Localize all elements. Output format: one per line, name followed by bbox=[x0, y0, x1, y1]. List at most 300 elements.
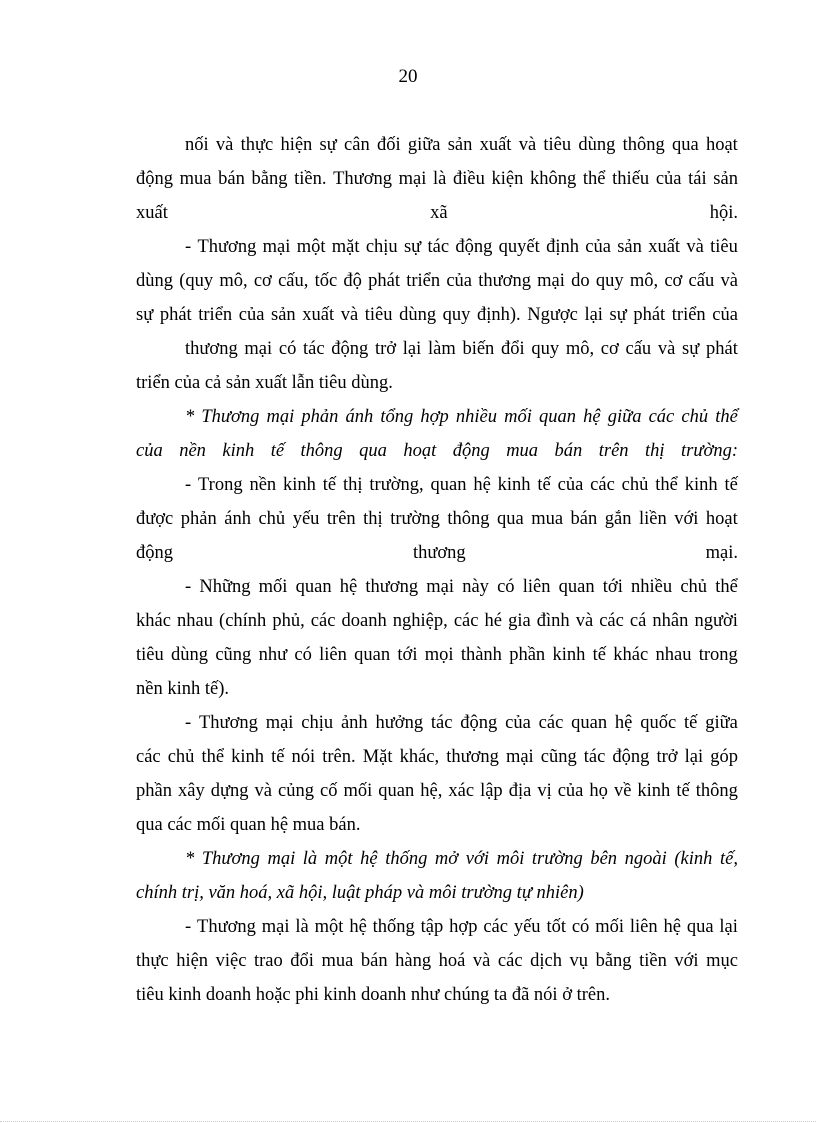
word: với bbox=[674, 951, 699, 971]
word: mua bbox=[179, 169, 212, 189]
word: phát bbox=[368, 271, 400, 291]
word: * bbox=[185, 407, 195, 427]
word: mại bbox=[426, 577, 455, 597]
word: tốc bbox=[314, 271, 338, 291]
word: và bbox=[720, 271, 738, 291]
word: cấu, bbox=[278, 271, 309, 291]
word: mọi bbox=[424, 645, 454, 665]
word: quan bbox=[430, 475, 467, 495]
word: phần bbox=[509, 645, 546, 665]
word: có bbox=[294, 645, 312, 665]
word: (chính bbox=[219, 611, 267, 631]
word: chịu bbox=[365, 237, 398, 257]
word: có bbox=[571, 917, 590, 937]
word: ánh bbox=[345, 407, 374, 427]
word: mại bbox=[398, 169, 427, 189]
word: kinh bbox=[222, 441, 255, 461]
word: lại bbox=[402, 339, 422, 359]
word: qua bbox=[359, 441, 387, 461]
word: dùng bbox=[578, 135, 616, 155]
word: (quy bbox=[179, 271, 214, 291]
word: phản bbox=[180, 509, 217, 529]
word: động bbox=[136, 543, 173, 563]
word: tiêu bbox=[543, 135, 572, 155]
word: chịu bbox=[301, 713, 334, 733]
word: trong bbox=[698, 645, 738, 665]
word: quan bbox=[539, 407, 577, 427]
word: thương bbox=[478, 271, 531, 291]
word: quốc bbox=[640, 713, 677, 733]
word: làm bbox=[428, 339, 456, 359]
word: thiếu bbox=[612, 169, 650, 189]
word: sự bbox=[403, 237, 422, 257]
word: mại bbox=[265, 713, 294, 733]
word: khác bbox=[613, 645, 649, 665]
word: xuất bbox=[479, 135, 512, 155]
word: khác bbox=[136, 611, 171, 631]
word: thể bbox=[715, 577, 738, 597]
word: mối bbox=[595, 917, 624, 937]
word: ảnh bbox=[340, 713, 368, 733]
text-line bbox=[185, 133, 738, 157]
word: sự bbox=[136, 305, 154, 325]
word: các bbox=[538, 713, 564, 733]
word: lại bbox=[719, 917, 738, 937]
word: và bbox=[254, 781, 272, 801]
word: động bbox=[612, 747, 650, 767]
word: và bbox=[472, 951, 491, 971]
word: ánh bbox=[224, 509, 251, 529]
word: và bbox=[575, 611, 594, 631]
word: tế bbox=[724, 475, 738, 495]
word: quy bbox=[531, 339, 560, 359]
word: định bbox=[546, 237, 579, 257]
word: bằng bbox=[595, 951, 632, 971]
word: hoạt bbox=[403, 441, 437, 461]
word: của bbox=[505, 713, 531, 733]
word: và bbox=[340, 305, 359, 325]
word: thương bbox=[412, 543, 466, 563]
word: giữa bbox=[607, 407, 642, 427]
word: lại bbox=[584, 305, 603, 325]
word: thương bbox=[365, 577, 419, 597]
word: thông bbox=[622, 135, 665, 155]
word: mối bbox=[258, 577, 288, 597]
word: xã bbox=[430, 203, 448, 223]
text-line bbox=[136, 609, 738, 633]
word: các bbox=[453, 611, 479, 631]
word: do bbox=[571, 271, 590, 291]
word: nối bbox=[185, 135, 209, 155]
word: và bbox=[215, 135, 234, 155]
word: tới bbox=[602, 577, 623, 597]
word: phản bbox=[301, 407, 339, 427]
word: hệ, bbox=[420, 781, 443, 801]
word: hàng bbox=[395, 951, 432, 971]
word: trở bbox=[656, 747, 678, 767]
word: của bbox=[557, 475, 584, 495]
word: bán bbox=[570, 509, 598, 529]
word: cá bbox=[629, 611, 647, 631]
text-line bbox=[185, 235, 738, 259]
word: cấu bbox=[625, 339, 652, 359]
word: Thương bbox=[333, 169, 392, 189]
word: dùng bbox=[399, 305, 437, 325]
word: phần bbox=[136, 781, 172, 801]
word: các bbox=[136, 747, 161, 767]
word: nền bbox=[179, 441, 206, 461]
text-line bbox=[185, 405, 738, 429]
word: động bbox=[452, 441, 490, 461]
word: kinh bbox=[552, 645, 586, 665]
word: qua bbox=[496, 509, 524, 529]
word: kinh bbox=[497, 475, 531, 495]
text-line: nền kinh tế). bbox=[136, 679, 229, 699]
word: quy bbox=[595, 271, 624, 291]
word: được bbox=[136, 509, 174, 529]
word: triển bbox=[406, 271, 441, 291]
word: xuất bbox=[302, 305, 335, 325]
word: liên bbox=[319, 645, 347, 665]
word: tới bbox=[397, 645, 418, 665]
word: mối bbox=[343, 781, 373, 801]
word: hoạt bbox=[705, 509, 738, 529]
word: vị bbox=[537, 781, 552, 801]
word: hệ bbox=[663, 917, 681, 937]
word: bán bbox=[360, 951, 388, 971]
word: kinh bbox=[283, 475, 316, 495]
word: và bbox=[686, 237, 704, 257]
word: dịch bbox=[530, 951, 562, 971]
word: mại bbox=[505, 747, 534, 767]
word: nhau bbox=[655, 645, 692, 665]
word: - bbox=[185, 577, 192, 597]
word: chủ bbox=[680, 577, 708, 597]
word: một bbox=[296, 237, 326, 257]
word: tế bbox=[676, 781, 690, 801]
word: chủ bbox=[167, 747, 195, 767]
word: tái bbox=[688, 169, 707, 189]
word: việc bbox=[215, 951, 247, 971]
word: tế bbox=[537, 475, 551, 495]
word: Những bbox=[199, 577, 251, 597]
word: trường, bbox=[369, 475, 424, 495]
word: trở bbox=[375, 339, 397, 359]
word: chủ bbox=[681, 407, 709, 427]
word: bằng bbox=[251, 169, 288, 189]
word: (kinh bbox=[674, 849, 713, 869]
word: họ bbox=[589, 781, 608, 801]
word: gắn bbox=[604, 509, 632, 529]
word: môi bbox=[496, 849, 525, 869]
word: thông bbox=[695, 781, 738, 801]
text-line: chính trị, văn hoá, xã hội, luật pháp và môi trường tự nhiên) bbox=[136, 883, 584, 903]
word: các bbox=[483, 917, 508, 937]
word: tập bbox=[420, 917, 444, 937]
word: cấu bbox=[688, 271, 715, 291]
text-line bbox=[136, 745, 738, 769]
word: đổi bbox=[501, 339, 525, 359]
word: là bbox=[433, 169, 447, 189]
word: của bbox=[136, 441, 163, 461]
text-line bbox=[185, 915, 738, 939]
text-line bbox=[136, 303, 738, 327]
word: nghiệp, bbox=[392, 611, 448, 631]
word: các bbox=[310, 611, 336, 631]
word: các bbox=[599, 611, 624, 631]
word: hội. bbox=[709, 203, 738, 223]
word: gia bbox=[508, 611, 531, 631]
word: qua bbox=[671, 135, 699, 155]
word: của bbox=[655, 169, 682, 189]
word: các bbox=[497, 951, 523, 971]
word: sự bbox=[319, 135, 337, 155]
word: biến bbox=[462, 339, 495, 359]
word: mô, bbox=[629, 271, 659, 291]
word: thương bbox=[185, 339, 238, 359]
word: với bbox=[465, 849, 489, 869]
text-line bbox=[136, 949, 738, 973]
word: với bbox=[674, 509, 699, 529]
word: Thương bbox=[197, 237, 257, 257]
word: có bbox=[497, 577, 515, 597]
word: hệ bbox=[339, 577, 358, 597]
word: động bbox=[136, 169, 173, 189]
word: đổi bbox=[290, 951, 314, 971]
word: quan bbox=[378, 781, 415, 801]
word: là bbox=[295, 917, 309, 937]
word: bán bbox=[554, 441, 583, 461]
word: thành bbox=[460, 645, 502, 665]
word: tế, bbox=[719, 849, 738, 869]
word: - bbox=[185, 475, 192, 495]
word: nền bbox=[249, 475, 277, 495]
word: trên bbox=[598, 441, 629, 461]
word: tác bbox=[427, 237, 450, 257]
word: thể bbox=[715, 407, 738, 427]
word: yếu bbox=[292, 509, 320, 529]
word: thị bbox=[363, 509, 383, 529]
word: góp bbox=[710, 747, 738, 767]
text-line bbox=[136, 439, 738, 463]
word: quan bbox=[571, 713, 608, 733]
word: dùng bbox=[171, 645, 209, 665]
word: đối bbox=[376, 135, 401, 155]
word: hoạt bbox=[705, 135, 738, 155]
word: trên. bbox=[322, 747, 356, 767]
word: mối bbox=[504, 407, 532, 427]
word: Mặt bbox=[362, 747, 393, 767]
word: qua bbox=[686, 917, 714, 937]
word: mặt bbox=[331, 237, 360, 257]
word: thể bbox=[655, 475, 678, 495]
word: tác bbox=[583, 747, 606, 767]
word: sản bbox=[617, 237, 642, 257]
word: phát bbox=[705, 339, 738, 359]
word: tiêu bbox=[364, 305, 393, 325]
word: mại bbox=[244, 339, 273, 359]
word: mại bbox=[267, 849, 296, 869]
word: nhiều bbox=[631, 577, 673, 597]
word: nhau bbox=[177, 611, 213, 631]
word: phủ, bbox=[272, 611, 305, 631]
word: Thương bbox=[197, 917, 256, 937]
text-line bbox=[136, 269, 738, 293]
word: mại bbox=[261, 917, 290, 937]
word: tác bbox=[430, 713, 453, 733]
word: bên bbox=[590, 849, 618, 869]
word: cơ bbox=[664, 271, 683, 291]
text-line: tiêu kinh doanh hoặc phi kinh doanh như chúng ta đã nói ở trên. bbox=[136, 985, 610, 1005]
word: hiện bbox=[176, 951, 209, 971]
word: đình bbox=[536, 611, 570, 631]
word: Thương bbox=[201, 407, 260, 427]
word: tiền bbox=[639, 951, 667, 971]
word: mở bbox=[434, 849, 459, 869]
word: quyết bbox=[498, 237, 540, 257]
text-line bbox=[185, 337, 738, 361]
text-line bbox=[185, 847, 738, 871]
word: hưởng bbox=[375, 713, 424, 733]
word: này bbox=[462, 577, 489, 597]
word: các bbox=[648, 407, 675, 427]
text-line: triển của cả sản xuất lẫn tiêu dùng. bbox=[136, 373, 393, 393]
word: Trong bbox=[198, 475, 243, 495]
word: người bbox=[694, 611, 738, 631]
page-number: 20 bbox=[398, 66, 418, 87]
word: có bbox=[278, 339, 297, 359]
word: liên bbox=[522, 577, 551, 597]
word: tốt bbox=[546, 917, 566, 937]
word: xuất bbox=[648, 237, 681, 257]
word: tiêu bbox=[710, 237, 738, 257]
word: dựng bbox=[210, 781, 249, 801]
word: giữa bbox=[407, 135, 441, 155]
word: triển bbox=[198, 305, 233, 325]
word: kinh bbox=[637, 781, 671, 801]
word: hệ bbox=[360, 849, 378, 869]
word: ngoài bbox=[624, 849, 667, 869]
word: và bbox=[657, 339, 676, 359]
word: của bbox=[585, 237, 611, 257]
word: của bbox=[238, 305, 265, 325]
word: sản bbox=[447, 135, 473, 155]
word: liên bbox=[629, 917, 658, 937]
word: doanh bbox=[341, 611, 387, 631]
word: nói bbox=[291, 747, 316, 767]
word: cân bbox=[344, 135, 370, 155]
word: lại bbox=[684, 747, 704, 767]
bottom-rule bbox=[0, 1121, 816, 1122]
word: mại bbox=[262, 237, 291, 257]
word: chủ bbox=[258, 509, 286, 529]
word: mục bbox=[706, 951, 738, 971]
word: sự bbox=[682, 339, 700, 359]
word: xây bbox=[177, 781, 205, 801]
word: cũng bbox=[540, 747, 577, 767]
word: thương bbox=[446, 747, 499, 767]
word: như bbox=[258, 645, 288, 665]
word: cơ bbox=[253, 271, 272, 291]
word: giữa bbox=[705, 713, 738, 733]
word: dùng bbox=[136, 271, 173, 291]
word: sự bbox=[609, 305, 627, 325]
word: nhân bbox=[652, 611, 689, 631]
word: sản bbox=[271, 305, 296, 325]
word: khác, bbox=[399, 747, 440, 767]
text-line bbox=[136, 541, 738, 565]
word: - bbox=[185, 237, 192, 257]
word: thực bbox=[240, 135, 274, 155]
word: tế bbox=[592, 645, 606, 665]
word: quan bbox=[295, 577, 332, 597]
word: tác bbox=[303, 339, 325, 359]
word: yếu bbox=[513, 917, 541, 937]
word: củng bbox=[278, 781, 314, 801]
word: hiện bbox=[280, 135, 313, 155]
word: * bbox=[185, 849, 195, 869]
word: nhiều bbox=[455, 407, 498, 427]
word: xác bbox=[448, 781, 475, 801]
word: trao bbox=[253, 951, 283, 971]
word: hợp bbox=[449, 917, 478, 937]
text-line: qua các mối quan hệ mua bán. bbox=[136, 815, 361, 835]
text-line bbox=[136, 201, 738, 225]
word: hé bbox=[484, 611, 502, 631]
word: thông bbox=[300, 441, 343, 461]
word: Thương bbox=[201, 849, 260, 869]
word: phát bbox=[633, 305, 666, 325]
word: lập bbox=[480, 781, 503, 801]
word: của bbox=[557, 781, 584, 801]
word: Ngược bbox=[527, 305, 578, 325]
word: trên bbox=[326, 509, 356, 529]
word: mua bbox=[531, 509, 564, 529]
word: động bbox=[460, 713, 498, 733]
word: độ bbox=[343, 271, 362, 291]
word: liền bbox=[638, 509, 667, 529]
word: mua bbox=[506, 441, 539, 461]
word: hệ bbox=[473, 475, 491, 495]
word: và bbox=[518, 135, 537, 155]
word: chủ bbox=[621, 475, 649, 495]
word: thông bbox=[447, 509, 490, 529]
word: của bbox=[712, 305, 738, 325]
word: sản bbox=[713, 169, 738, 189]
word: quan bbox=[558, 577, 595, 597]
word: - bbox=[185, 917, 192, 937]
word: bán bbox=[218, 169, 245, 189]
word: trường: bbox=[681, 441, 738, 461]
text-line bbox=[136, 167, 738, 191]
word: hệ bbox=[583, 407, 601, 427]
word: thực bbox=[136, 951, 169, 971]
word: tổng bbox=[380, 407, 414, 427]
word: mại. bbox=[705, 543, 738, 563]
word: về bbox=[613, 781, 632, 801]
word: một bbox=[314, 917, 344, 937]
word: mại bbox=[537, 271, 565, 291]
word: địa bbox=[508, 781, 532, 801]
word: hệ bbox=[349, 917, 367, 937]
word: động bbox=[455, 237, 493, 257]
text-line bbox=[185, 711, 738, 735]
word: thị bbox=[645, 441, 665, 461]
word: tế bbox=[270, 441, 285, 461]
word: tế bbox=[322, 475, 337, 495]
word: kinh bbox=[231, 747, 265, 767]
text-line bbox=[136, 779, 738, 803]
